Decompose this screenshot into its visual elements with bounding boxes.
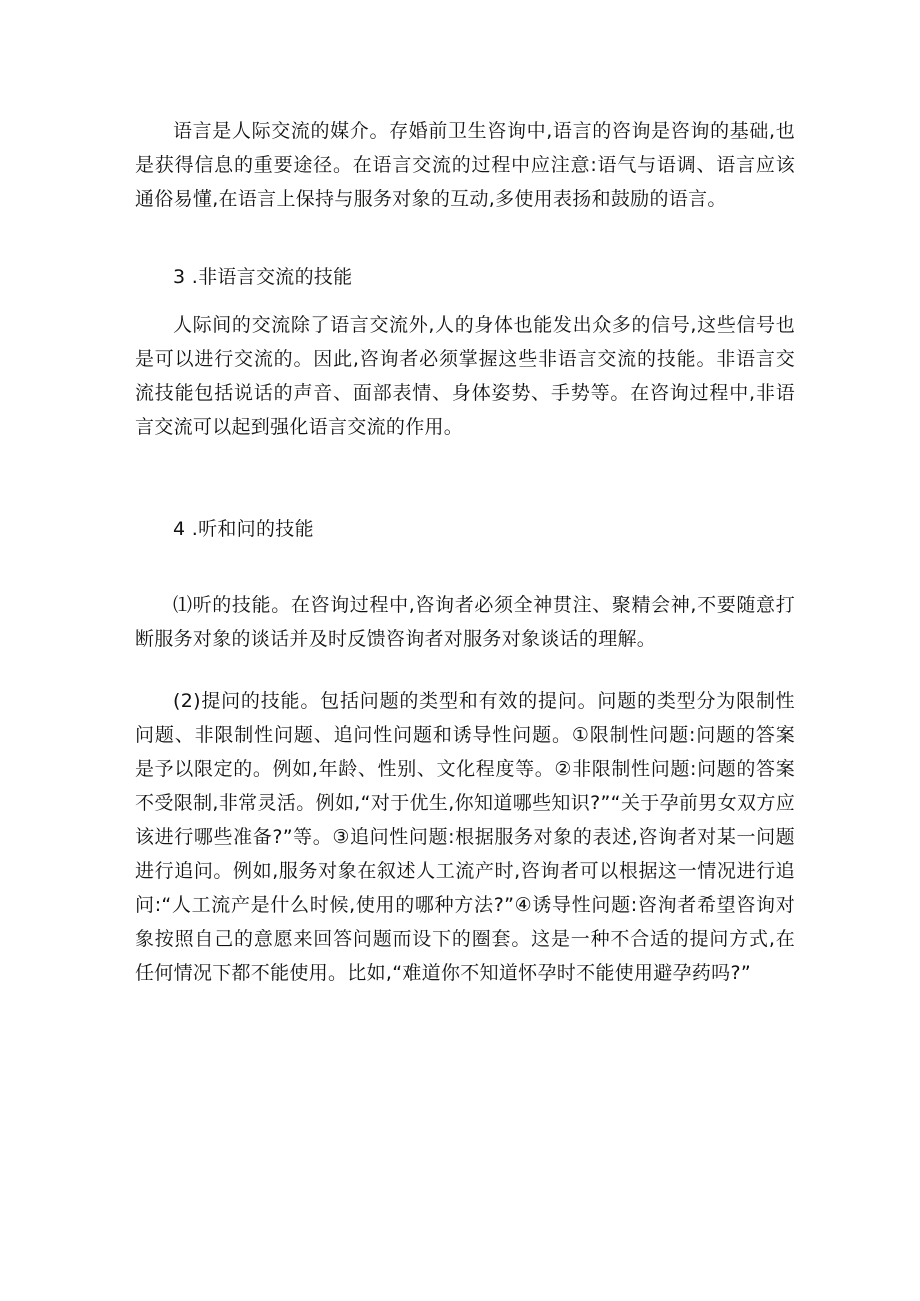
paragraph-listening-skill: ⑴听的技能。在咨询过程中,咨询者必须全神贯注、聚精会神,不要随意打断服务对象的谈话并及时反馈咨询者对服务对象谈话的理解。 <box>135 594 795 650</box>
paragraph-nonverbal-communication: 人际间的交流除了语言交流外,人的身体也能发出众多的信号,这些信号也是可以进行交流的。因此,咨询者必须掌握这些非语言交流的技能。非语言交流技能包括说话的声音、面部表情、身体姿势、手势等。在咨询过程中,非语言交流可以起到强化语言交流的作用。 <box>135 314 795 438</box>
paragraph-questioning-skill: (2)提问的技能。包括问题的类型和有效的提问。问题的类型分为限制性问题、非限制性问题、追问性问题和诱导性问题。①限制性问题:问题的答案是予以限定的。例如,年龄、性别、文化程度等。②非限制性问题:问题的答案不受限制,非常灵活。例如,“对于优生,你知道哪些知识?”“关于孕前男女双方应该进行哪些准备?”等。③追问性问题:根据服务对象的表述,咨询者对某一问题进行追问。例如,服务对象在叙述人工流产时,咨询者可以根据这一情况进行追问:“人工流产是什么时候,使用的哪种方法?”④诱导性问题:咨洵者希望咨询对象按照自己的意愿来回答问题而设下的圈套。这是一种不合适的提问方式,在任何情况下都不能使用。比如,“难道你不知道怀孕时不能使用避孕药吗?” <box>135 690 795 984</box>
section-heading-nonverbal-skills: 3 .非语言交流的技能 <box>173 266 353 288</box>
paragraph-language-communication: 语言是人际交流的媒介。存婚前卫生咨询中,语言的咨询是咨询的基础,也是获得信息的重要途径。在语言交流的过程中应注意:语气与语调、语言应该通俗易懂,在语言上保持与服务对象的互动,多使用表扬和鼓励的语言。 <box>135 120 795 210</box>
section-heading-listening-questioning: 4 .听和问的技能 <box>173 518 314 540</box>
